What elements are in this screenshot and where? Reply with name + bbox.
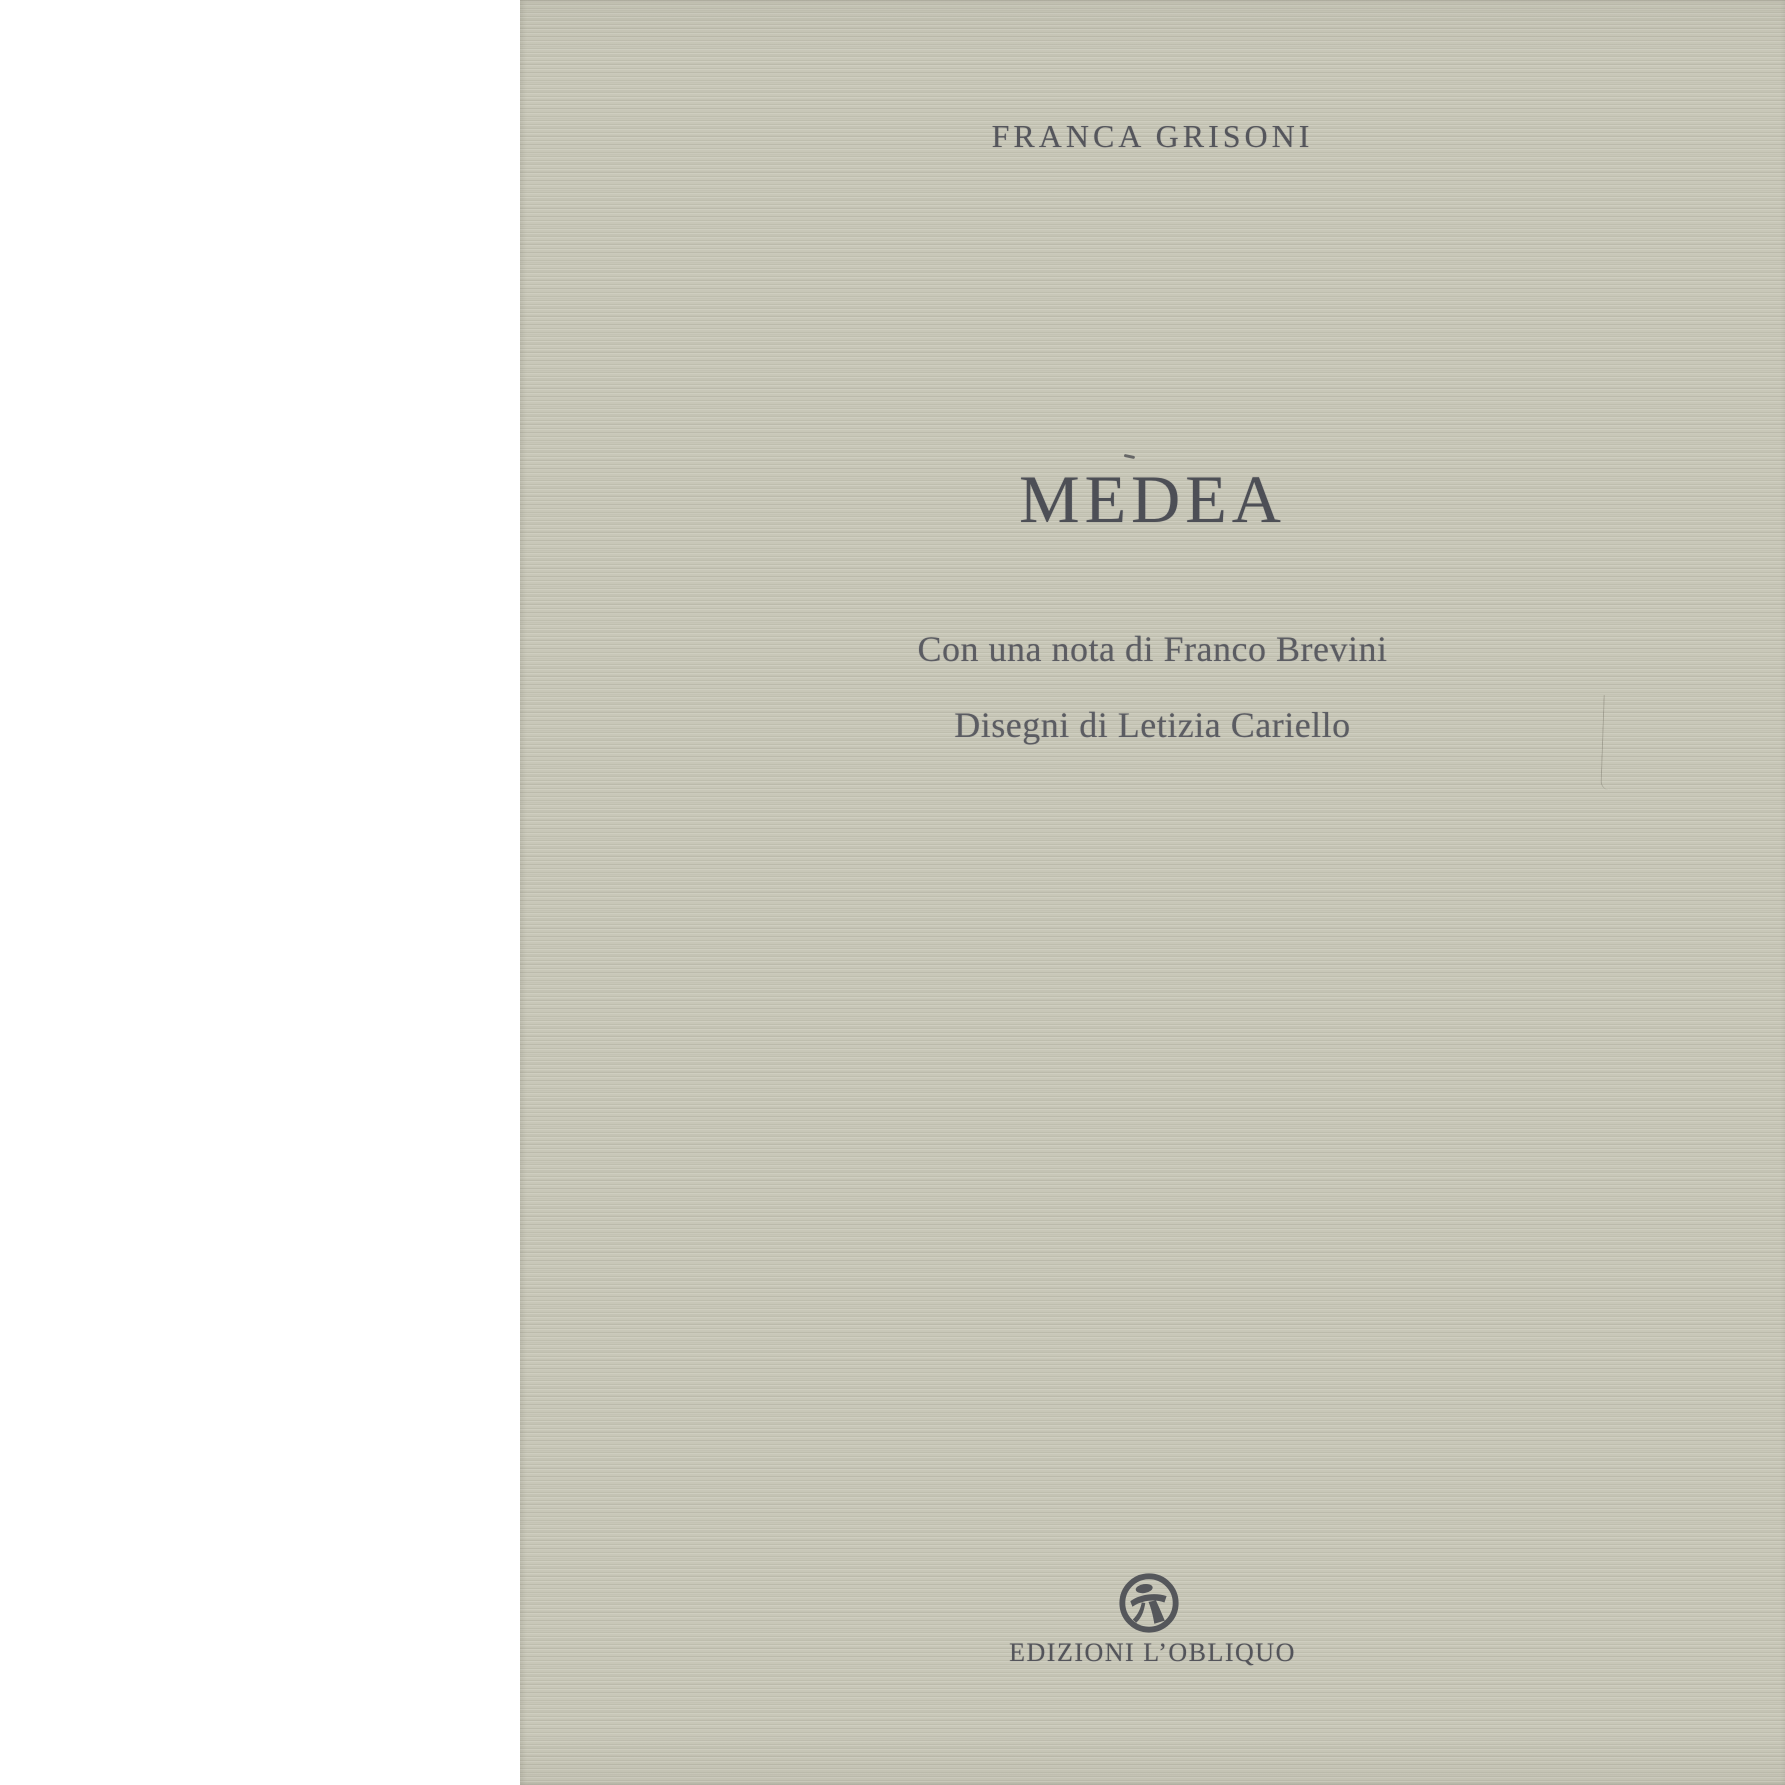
note-credit: Con una nota di Franco Brevini (917, 629, 1388, 669)
book-title: MEDEA (1019, 461, 1286, 537)
publisher-name: EDIZIONI L’OBLIQUO (1009, 1638, 1296, 1667)
ink-speck (1124, 454, 1135, 459)
author-name: FRANCA GRISONI (991, 118, 1314, 154)
book-cover (520, 0, 1785, 1785)
obliquo-stamp-icon (1117, 1571, 1181, 1635)
drawings-credit: Disegni di Letizia Cariello (954, 705, 1351, 745)
paper-crease (1600, 695, 1612, 790)
